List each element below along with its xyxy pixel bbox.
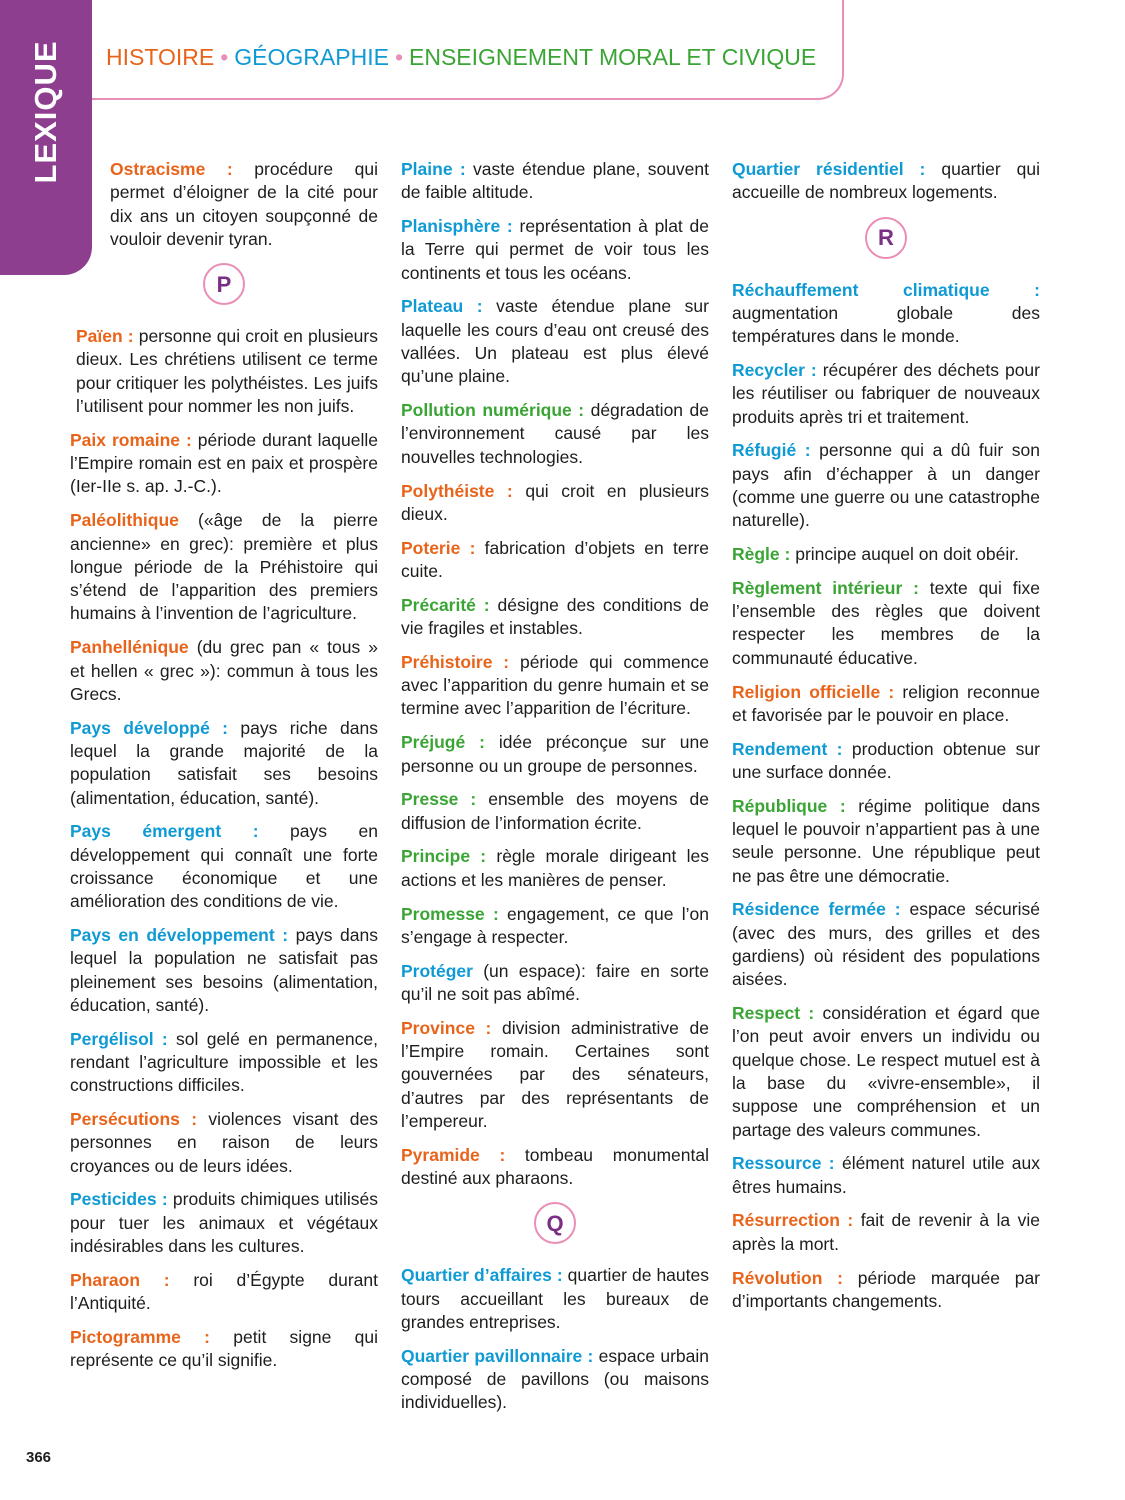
glossary-definition: engagement, ce que l’on s’engage à respecter. bbox=[401, 903, 709, 947]
glossary-term: Résidence fermée : bbox=[732, 899, 901, 920]
glossary-entry bbox=[70, 158, 378, 251]
glossary-definition: qui croit en plusieurs dieux. bbox=[401, 480, 709, 524]
glossary-definition: élément naturel utile aux êtres humains. bbox=[732, 1153, 1040, 1197]
glossary-entry bbox=[732, 681, 1040, 728]
glossary-entry bbox=[70, 429, 378, 499]
glossary-entry bbox=[401, 1345, 709, 1415]
glossary-term: Panhellénique bbox=[70, 637, 189, 658]
glossary-entry bbox=[732, 898, 1040, 991]
header-title bbox=[106, 44, 816, 71]
glossary-term: Réchauffement climatique : bbox=[732, 279, 1040, 300]
glossary-term: Respect : bbox=[732, 1003, 815, 1024]
glossary-definition: règle morale dirigeant les actions et les manières de penser. bbox=[401, 846, 709, 890]
glossary-term: Rendement : bbox=[732, 738, 843, 759]
glossary-entry bbox=[70, 820, 378, 913]
glossary-entry bbox=[732, 1267, 1040, 1314]
glossary-definition: («âge de la pierre ancienne» en grec): première et plus longue période de la Préhistoire qui s’étend de l’apparition des premiers humains à l’invention de l’agriculture. bbox=[70, 510, 378, 624]
glossary-definition: roi d’Égypte durant l’Antiquité. bbox=[70, 1269, 378, 1314]
glossary-entry bbox=[70, 1326, 378, 1373]
glossary-definition: récupérer des déchets pour les réutiliser ou fabriquer de nouveaux produits après tri et traitement. bbox=[732, 359, 1040, 427]
glossary-entry bbox=[732, 279, 1040, 349]
glossary-column-1 bbox=[70, 158, 378, 1383]
glossary-term: Persécutions : bbox=[70, 1109, 198, 1130]
glossary-term: Pergélisol : bbox=[70, 1028, 168, 1049]
glossary-definition: religion reconnue et favorisée par le pouvoir en place. bbox=[732, 681, 1040, 725]
glossary-term: Pollution numérique : bbox=[401, 400, 585, 421]
glossary-term: Recycler : bbox=[732, 359, 817, 380]
glossary-definition: texte qui fixe l’ensemble des règles que doivent respecter les membres de la communauté éducative. bbox=[732, 577, 1040, 668]
glossary-entry bbox=[401, 158, 709, 205]
glossary-entry bbox=[732, 795, 1040, 888]
glossary-entry bbox=[401, 537, 709, 584]
glossary-entry bbox=[732, 577, 1040, 670]
glossary-entry bbox=[70, 325, 378, 418]
glossary-entry bbox=[70, 509, 378, 625]
glossary-term: République : bbox=[732, 795, 846, 816]
section-letter-r: R bbox=[865, 217, 907, 259]
glossary-entry bbox=[732, 1002, 1040, 1142]
glossary-definition: quartier qui accueille de nombreux logements. bbox=[732, 159, 1040, 203]
glossary-definition: (du grec pan « tous » et hellen « grec »): commun à tous les Grecs. bbox=[70, 637, 378, 704]
glossary-definition: ensemble des moyens de diffusion de l’information écrite. bbox=[401, 789, 709, 833]
header-geographie: GÉOGRAPHIE bbox=[234, 44, 389, 70]
glossary-definition: principe auquel on doit obéir. bbox=[790, 544, 1019, 565]
glossary-definition: période durant laquelle l’Empire romain est en paix et prospère (Ier-IIe s. ap. J.-C.). bbox=[70, 429, 378, 497]
glossary-term: Plaine : bbox=[401, 159, 466, 179]
glossary-term: Réfugié : bbox=[732, 440, 811, 461]
glossary-definition: division administrative de l’Empire romain. Certaines sont gouvernées par des sénateurs, d’autres par des représentants de l’empereur. bbox=[401, 1017, 709, 1131]
glossary-definition: quartier de hautes tours accueillant les bureaux de grandes entreprises. bbox=[401, 1265, 709, 1332]
glossary-term: Paix romaine : bbox=[70, 429, 192, 450]
glossary-entry bbox=[401, 399, 709, 469]
glossary-term: Quartier résidentiel : bbox=[732, 159, 926, 179]
glossary-entry bbox=[70, 924, 378, 1017]
glossary-term: Pays en développement : bbox=[70, 925, 289, 946]
page-number: 366 bbox=[26, 1449, 52, 1466]
header-separator: • bbox=[220, 44, 229, 70]
glossary-definition: période qui commence avec l’apparition du genre humain et se termine avec l’apparition de l’écriture. bbox=[401, 651, 709, 719]
glossary-definition: considération et égard que l’on peut avoir envers un individu ou quelque chose. Le respect mutuel est à la base du «vivre-ensemble», il suppose une compréhension et un partage des valeurs communes. bbox=[732, 1003, 1040, 1140]
glossary-definition: espace sécurisé (avec des murs, des grilles et des gardiens) où résident des populations aisées. bbox=[732, 899, 1040, 990]
glossary-term: Préjugé : bbox=[401, 732, 485, 753]
glossary-term: Pesticides : bbox=[70, 1189, 168, 1210]
glossary-entry bbox=[401, 1264, 709, 1334]
glossary-term: Quartier pavillonnaire : bbox=[401, 1345, 594, 1366]
glossary-entry bbox=[401, 903, 709, 950]
glossary-entry bbox=[70, 1108, 378, 1178]
header-separator: • bbox=[394, 44, 403, 70]
glossary-term: Pays développé : bbox=[70, 717, 229, 738]
glossary-column-3 bbox=[732, 158, 1040, 1324]
glossary-definition: désigne des conditions de vie fragiles et instables. bbox=[401, 594, 709, 639]
glossary-entry bbox=[401, 1017, 709, 1133]
glossary-definition: procédure qui permet d’éloigner de la cité pour dix ans un citoyen soupçonné de vouloir devenir tyran. bbox=[110, 159, 378, 249]
glossary-definition: pays riche dans lequel la grande majorité de la population satisfait ses besoins (alimentation, éducation, santé). bbox=[70, 717, 378, 808]
glossary-definition: personne qui croit en plusieurs dieux. Les chrétiens utilisent ce terme pour critiquer les polythéistes. Les juifs l’utilisent pour nommer les non juifs. bbox=[76, 326, 378, 417]
glossary-term: Préhistoire : bbox=[401, 651, 510, 672]
glossary-entry bbox=[401, 215, 709, 285]
glossary-entry bbox=[401, 960, 709, 1007]
glossary-definition: vaste étendue plane, souvent de faible altitude. bbox=[401, 159, 709, 203]
glossary-term: Résurrection : bbox=[732, 1210, 854, 1231]
glossary-definition: espace urbain composé de pavillons (ou maisons individuelles). bbox=[401, 1345, 709, 1413]
glossary-definition: régime politique dans lequel le pouvoir n’appartient pas à une seule personne. Une république peut ne pas être une démocratie. bbox=[732, 795, 1040, 886]
glossary-term: Plateau : bbox=[401, 296, 483, 317]
glossary-entry bbox=[401, 480, 709, 527]
lexique-label: LEXIQUE bbox=[28, 40, 63, 184]
glossary-term: Poterie : bbox=[401, 537, 476, 558]
glossary-definition: sol gelé en permanence, rendant l’agriculture impossible et les constructions difficiles. bbox=[70, 1028, 378, 1096]
glossary-entry bbox=[70, 1188, 378, 1258]
glossary-column-2 bbox=[401, 158, 709, 1425]
glossary-definition: représentation à plat de la Terre qui permet de voir tous les continents et tous les océans. bbox=[401, 216, 709, 283]
glossary-term: Pyramide : bbox=[401, 1144, 506, 1165]
glossary-term: Pays émergent : bbox=[70, 821, 259, 842]
glossary-definition: augmentation globale des températures dans le monde. bbox=[732, 302, 1040, 347]
glossary-entry bbox=[70, 636, 378, 706]
glossary-entry bbox=[401, 845, 709, 892]
glossary-term: Quartier d’affaires : bbox=[401, 1265, 563, 1286]
section-letter-p: P bbox=[203, 263, 245, 305]
glossary-term: Religion officielle : bbox=[732, 681, 895, 702]
glossary-entry bbox=[401, 651, 709, 721]
glossary-term: Paléolithique bbox=[70, 510, 179, 531]
glossary-entry bbox=[70, 717, 378, 810]
glossary-definition: tombeau monumental destiné aux pharaons. bbox=[401, 1144, 709, 1188]
glossary-definition: violences visant des personnes en raison de leurs croyances ou de leurs idées. bbox=[70, 1109, 378, 1176]
glossary-definition: idée préconçue sur une personne ou un groupe de personnes. bbox=[401, 732, 709, 776]
glossary-term: Presse : bbox=[401, 789, 477, 810]
glossary-term: Ostracisme : bbox=[110, 159, 233, 179]
glossary-definition: personne qui a dû fuir son pays afin d’échapper à un danger (comme une guerre ou une catastrophe naturelle). bbox=[732, 440, 1040, 531]
glossary-entry bbox=[732, 359, 1040, 429]
glossary-term: Principe : bbox=[401, 846, 487, 867]
glossary-entry bbox=[732, 439, 1040, 532]
glossary-entry bbox=[401, 731, 709, 778]
glossary-entry bbox=[70, 1028, 378, 1098]
glossary-entry bbox=[70, 1269, 378, 1316]
glossary-definition: petit signe qui représente ce qu’il signifie. bbox=[70, 1326, 379, 1371]
glossary-definition: vaste étendue plane sur laquelle les cours d’eau ont creusé des vallées. Un plateau est plus élevé qu’une plaine. bbox=[401, 296, 709, 387]
glossary-entry bbox=[732, 1152, 1040, 1199]
glossary-term: Précarité : bbox=[401, 594, 490, 615]
glossary-term: Province : bbox=[401, 1017, 492, 1038]
glossary-entry bbox=[732, 1209, 1040, 1256]
glossary-definition: pays en développement qui connaît une forte croissance économique et une amélioration des conditions de vie. bbox=[70, 821, 379, 912]
glossary-entry bbox=[732, 158, 1040, 205]
glossary-definition: (un espace): faire en sorte qu’il ne soit pas abîmé. bbox=[401, 960, 709, 1004]
glossary-definition: période marquée par d’importants changements. bbox=[732, 1267, 1040, 1311]
glossary-term: Païen : bbox=[76, 326, 134, 347]
glossary-definition: dégradation de l’environnement causé par les nouvelles technologies. bbox=[401, 400, 709, 467]
header-emc: ENSEIGNEMENT MORAL ET CIVIQUE bbox=[409, 44, 817, 70]
glossary-definition: produits chimiques utilisés pour tuer les animaux et végétaux indésirables dans les cultures. bbox=[70, 1189, 378, 1257]
glossary-entry bbox=[401, 295, 709, 388]
header-histoire: HISTOIRE bbox=[106, 44, 215, 70]
glossary-entry bbox=[401, 594, 709, 641]
glossary-definition: fait de revenir à la vie après la mort. bbox=[732, 1210, 1040, 1254]
glossary-term: Promesse : bbox=[401, 903, 499, 924]
glossary-entry bbox=[732, 738, 1040, 785]
glossary-term: Pharaon : bbox=[70, 1269, 170, 1290]
glossary-definition: production obtenue sur une surface donnée. bbox=[732, 738, 1040, 782]
glossary-term: Polythéiste : bbox=[401, 480, 513, 501]
glossary-entry bbox=[401, 1144, 709, 1191]
glossary-term: Règle : bbox=[732, 544, 791, 565]
glossary-term: Règlement intérieur : bbox=[732, 577, 919, 598]
glossary-definition: pays dans lequel la population ne satisfait pas pleinement ses besoins (alimentation, éducation, santé). bbox=[70, 925, 378, 1015]
glossary-term: Révolution : bbox=[732, 1267, 843, 1288]
glossary-term: Planisphère : bbox=[401, 216, 513, 237]
section-letter-q: Q bbox=[534, 1202, 576, 1244]
glossary-term: Pictogramme : bbox=[70, 1326, 210, 1347]
glossary-definition: fabrication d’objets en terre cuite. bbox=[401, 537, 709, 581]
glossary-term: Ressource : bbox=[732, 1153, 835, 1174]
glossary-entry bbox=[401, 788, 709, 835]
glossary-term: Protéger bbox=[401, 960, 473, 981]
glossary-entry bbox=[732, 543, 1040, 566]
